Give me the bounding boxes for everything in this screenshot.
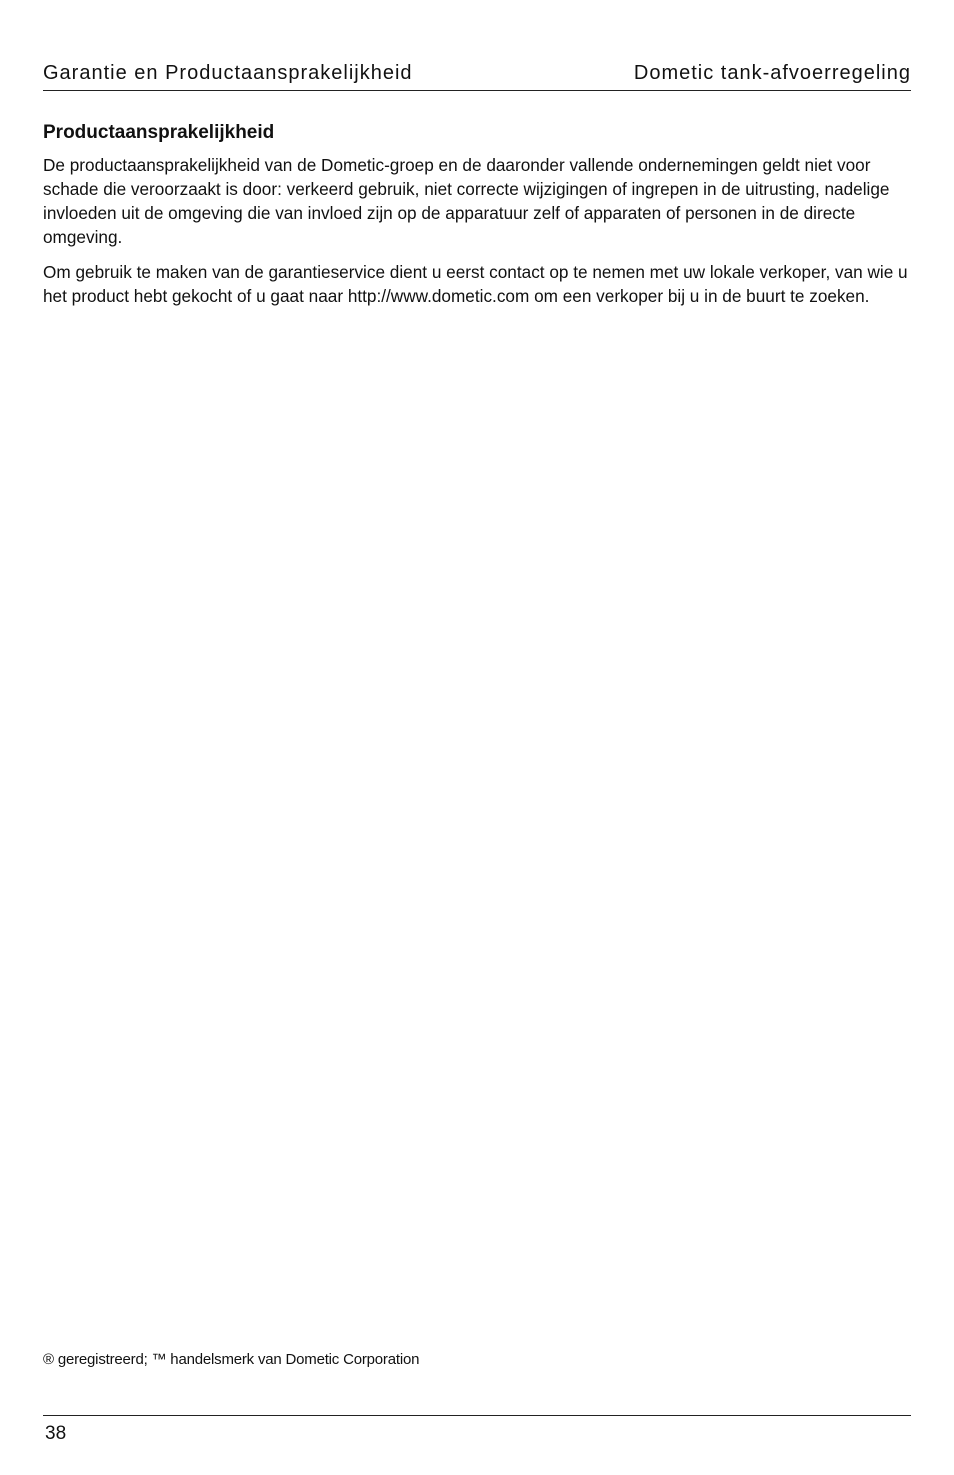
header-section-title: Garantie en Productaansprakelijkheid <box>43 62 413 84</box>
header-product-name: Dometic tank-afvoerregeling <box>633 62 911 84</box>
paragraph-warranty-service: Om gebruik te maken van de garantieservice dient u eerst contact op te nemen met uw lokale verkoper, van wie u het product hebt gekocht of u gaat naar http://www.dometic.com om een verkoper bij u in de buurt te zoeken. <box>43 262 908 306</box>
running-header <box>43 60 911 91</box>
section-heading: Productaansprakelijkheid <box>43 122 275 143</box>
paragraph-liability: De productaansprakelijkheid van de Dometic-groep en de daaronder vallende ondernemingen geldt niet voor schade die veroorzaakt is door: verkeerd gebruik, niet correcte wijzigingen of ingrepen in de uitrusting, nadelige invloeden uit de omgeving die van invloed zijn op de apparatuur zelf of apparaten of personen in de directe omgeving. <box>43 155 890 247</box>
document-page <box>43 0 911 1475</box>
footer-divider <box>43 1415 911 1416</box>
page-number: 38 <box>45 1423 67 1444</box>
trademark-footnote: ® geregistreerd; ™ handelsmerk van Dometic Corporation <box>43 1351 420 1368</box>
